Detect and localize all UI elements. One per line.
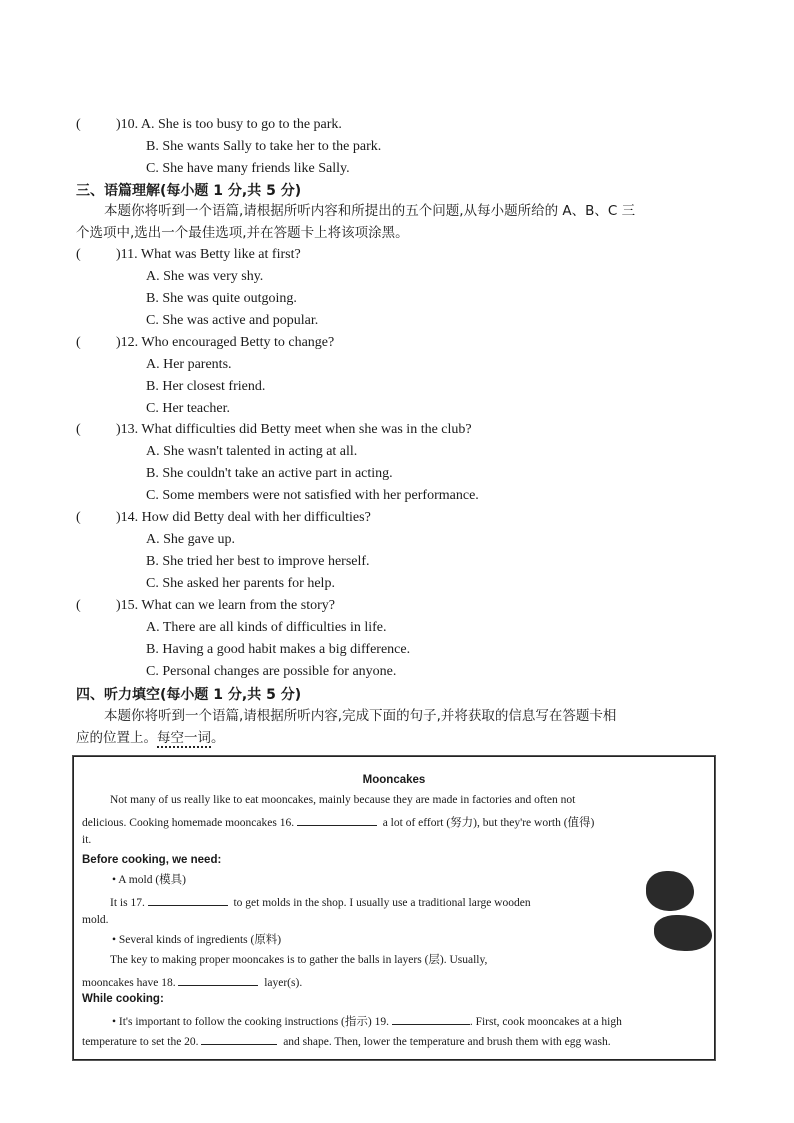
blank-18[interactable] — [178, 973, 258, 986]
instruction-end: 。 — [211, 730, 225, 746]
question-stem: )11. What was Betty like at first? — [116, 247, 301, 262]
bullet-ingredients: • Several kinds of ingredients (原料) — [112, 934, 282, 946]
option-c: C. Some members were not satisfied with her performance. — [146, 488, 479, 503]
option-b: B. She wants Sally to take her to the park. — [146, 139, 382, 154]
instruction-text: 应的位置上。 — [76, 730, 157, 746]
blank-19[interactable] — [392, 1012, 470, 1025]
option-c: C. She was active and popular. — [146, 313, 319, 328]
ingredients-line-2: mooncakes have 18. layer(s). — [82, 973, 302, 991]
question-stem: )14. How did Betty deal with her difficulties? — [116, 510, 371, 525]
bullet-mold: • A mold (模具) — [112, 874, 186, 886]
option-b: B. Her closest friend. — [146, 379, 266, 394]
mooncake-image — [646, 871, 694, 911]
section-4-title: 四、听力填空(每小题 1 分,共 5 分) — [76, 687, 302, 703]
option-b: B. She tried her best to improve herself. — [146, 554, 370, 569]
option-a: A. Her parents. — [146, 357, 232, 372]
answer-paren: ( — [76, 510, 81, 525]
while-line-2: temperature to set the 20. and shape. Then, lower the temperature and brush them with egg wash. — [82, 1032, 611, 1050]
option-a: A. She wasn't talented in acting at all. — [146, 444, 358, 459]
while-cooking-heading: While cooking: — [82, 993, 164, 1005]
option-a: A. She was very shy. — [146, 269, 264, 284]
option-b: B. She couldn't take an active part in acting. — [146, 466, 393, 481]
answer-paren: ( — [76, 422, 81, 437]
blank-17[interactable] — [148, 893, 228, 906]
section-3-instruction-line-1: 本题你将听到一个语篇,请根据所听内容和所提出的五个问题,从每小题所给的 A、B、C 三 — [104, 203, 636, 219]
section-3-instruction-line-2: 个选项中,选出一个最佳选项,并在答题卡上将该项涂黑。 — [76, 225, 409, 241]
option-b: B. Having a good habit makes a big difference. — [146, 642, 411, 657]
before-cooking-heading: Before cooking, we need: — [82, 854, 222, 866]
question-stem: )15. What can we learn from the story? — [116, 598, 335, 613]
section-4-instruction-line-2 — [76, 729, 225, 747]
answer-paren: ( — [76, 598, 81, 613]
while-line-1: • It's important to follow the cooking instructions (指示) 19. . First, cook mooncakes at a high — [112, 1012, 622, 1030]
option-c: C. She asked her parents for help. — [146, 576, 335, 591]
question-stem: )13. What difficulties did Betty meet when she was in the club? — [116, 422, 472, 437]
paragraph-1-line-1: Not many of us really like to eat mooncakes, mainly because they are made in factories and often not — [110, 794, 576, 806]
passage-title: Mooncakes — [362, 774, 426, 786]
mold-image — [654, 915, 712, 951]
paragraph-1-line-2: delicious. Cooking homemade mooncakes 16. a lot of effort (努力), but they're worth (值得) — [82, 813, 594, 831]
question-stem: )12. Who encouraged Betty to change? — [116, 335, 335, 350]
emphasized-text: 每空一词 — [157, 730, 211, 746]
option-a: A. She gave up. — [146, 532, 236, 547]
answer-paren: ( — [76, 117, 81, 132]
blank-16[interactable] — [297, 813, 377, 826]
section-3-title: 三、语篇理解(每小题 1 分,共 5 分) — [76, 183, 302, 199]
question-stem: )10. A. She is too busy to go to the park. — [116, 117, 342, 132]
mooncakes-passage-box — [73, 756, 715, 1060]
mold-line-1: It is 17. to get molds in the shop. I usually use a traditional large wooden — [110, 893, 531, 911]
option-a: A. There are all kinds of difficulties in life. — [146, 620, 387, 635]
option-c: C. She have many friends like Sally. — [146, 161, 350, 176]
paragraph-1-line-3: it. — [82, 834, 92, 846]
ingredients-line-1: The key to making proper mooncakes is to gather the balls in layers (层). Usually, — [110, 954, 488, 966]
option-c: C. Her teacher. — [146, 401, 230, 416]
answer-paren: ( — [76, 247, 81, 262]
answer-paren: ( — [76, 335, 81, 350]
section-4-instruction-line-1: 本题你将听到一个语篇,请根据所听内容,完成下面的句子,并将获取的信息写在答题卡相 — [104, 708, 617, 724]
blank-20[interactable] — [201, 1032, 277, 1045]
mold-line-2: mold. — [82, 914, 109, 926]
option-b: B. She was quite outgoing. — [146, 291, 297, 306]
option-c: C. Personal changes are possible for anyone. — [146, 664, 397, 679]
